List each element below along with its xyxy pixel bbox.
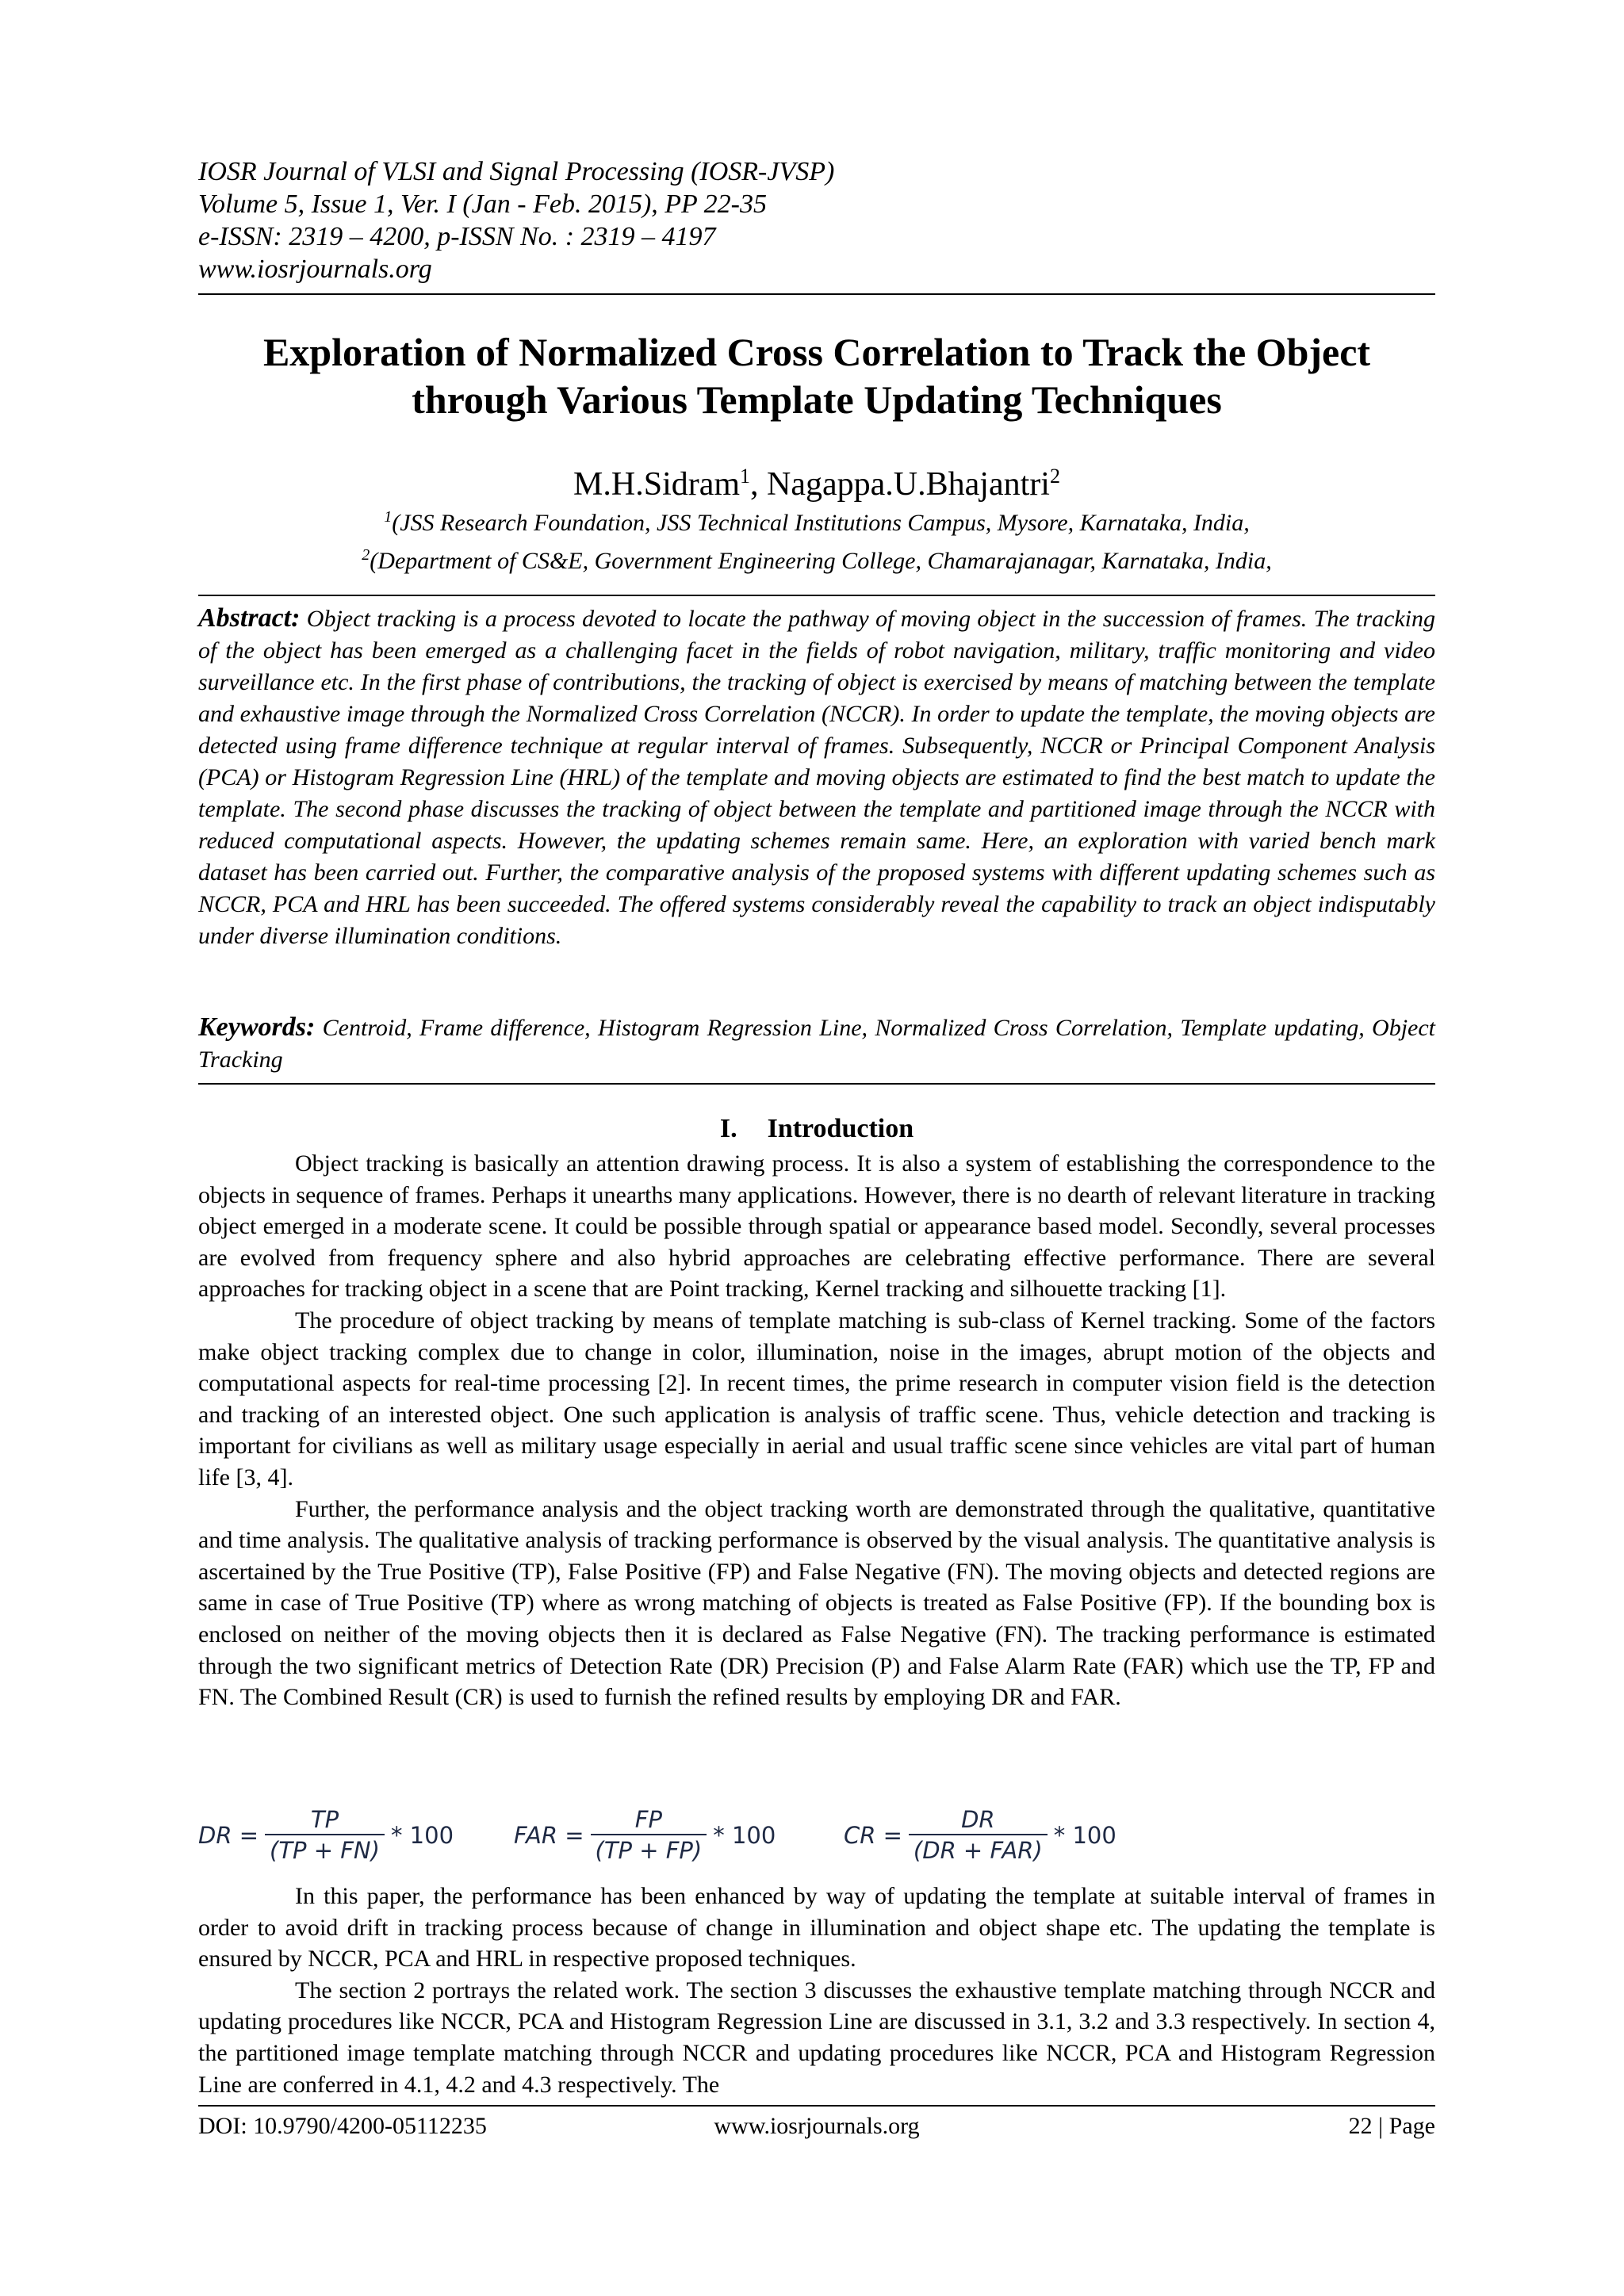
equation-lhs: DR = — [198, 1822, 259, 1849]
footer-website[interactable]: www.iosrjournals.org — [714, 2113, 920, 2139]
title-line-1: Exploration of Normalized Cross Correlation to Track the Object — [262, 330, 1371, 374]
abstract — [198, 603, 1435, 952]
section-heading — [198, 1113, 1435, 1145]
author-2: Nagappa.U.Bhajantri — [767, 466, 1050, 503]
equation-multiplier: * 100 — [1053, 1822, 1116, 1849]
affiliation-1-sup: 1 — [384, 508, 393, 526]
affiliation-2-text: (Department of CS&E, Government Engineering College, Chamarajanagar, Karnataka, India, — [370, 548, 1272, 574]
journal-website[interactable]: www.iosrjournals.org — [198, 254, 432, 284]
affiliation-1-text: (JSS Research Foundation, JSS Technical Institutions Campus, Mysore, Karnataka, India, — [392, 510, 1250, 536]
author-list — [198, 457, 1435, 504]
intro-body — [198, 1148, 1435, 1713]
title-line-2: through Various Template Updating Techniques — [412, 377, 1222, 422]
author-2-sup: 2 — [1049, 465, 1060, 488]
denominator: (TP + FN) — [265, 1834, 385, 1866]
paragraph: The section 2 portrays the related work. The section 3 discusses the exhaustive template matching through NCCR and updating procedures like NCCR, PCA and Histogram Regression Line are discussed in 3.1, 3.2 and 3.3 respectively. In section 4, the partitioned image template matching through NCCR and updating procedures like NCCR, PCA and Histogram Regression Line are conferred in 4.1, 4.2 and 4.3 respectively. The — [198, 1976, 1435, 2098]
journal-header — [198, 155, 1435, 285]
affiliation-2 — [198, 539, 1435, 577]
fraction — [265, 1805, 385, 1866]
keywords-text: Centroid, Frame difference, Histogram Regression Line, Normalized Cross Correlation, Template updating, Object Tracking — [198, 1015, 1435, 1073]
footer-divider — [198, 2105, 1435, 2107]
intro-body-continued — [198, 1881, 1435, 2100]
author-1-sup: 1 — [740, 465, 751, 488]
author-separator: , — [750, 466, 768, 503]
numerator: TP — [310, 1806, 339, 1833]
denominator: (DR + FAR) — [909, 1834, 1048, 1866]
keywords-divider — [198, 1083, 1435, 1085]
journal-name: IOSR Journal of VLSI and Signal Processing (IOSR-JVSP) — [198, 157, 835, 186]
affiliation-1 — [198, 501, 1435, 539]
affiliations — [198, 501, 1435, 577]
keywords — [198, 1012, 1435, 1076]
author-1: M.H.Sidram — [573, 466, 741, 503]
abstract-label: Abstract: — [198, 603, 301, 633]
equation-dr — [198, 1800, 454, 1871]
keywords-label: Keywords: — [198, 1012, 316, 1042]
issn-info: e-ISSN: 2319 – 4200, p-ISSN No. : 2319 – 4197 — [198, 222, 716, 251]
abstract-text: Object tracking is a process devoted to locate the pathway of moving object in the succession of frames. The tracking of the object has been emerged as a challenging facet in the fields of robot navigation, military, traffic monitoring and video surveillance etc. In the first phase of contributions, the tracking of object is exercised by means of matching between the template and exhaustive image through the Normalized Cross Correlation (NCCR). In order to update the template, the moving objects are detected using frame difference technique at regular interval of frames. Subsequently, NCCR or Principal Component Analysis (PCA) or Histogram Regression Line (HRL) of the template and moving objects are estimated to find the best match to update the template. The second phase discusses the tracking of object between the template and partitioned image through the NCCR with reduced computational aspects. However, the updating schemes remain same. Here, an exploration with varied bench mark dataset has been carried out. Further, the comparative analysis of the proposed systems with different updating schemes such as NCCR, PCA and HRL has been succeeded. The offered systems considerably reveal the capability to track an object indisputably under diverse illumination conditions. — [198, 606, 1435, 949]
section-number: I. — [719, 1114, 737, 1143]
numerator: FP — [634, 1806, 662, 1833]
equation-multiplier: * 100 — [713, 1822, 776, 1849]
fraction — [909, 1805, 1048, 1866]
numerator: DR — [961, 1806, 995, 1833]
section-title: Introduction — [767, 1114, 914, 1143]
volume-info: Volume 5, Issue 1, Ver. I (Jan - Feb. 2015), PP 22-35 — [198, 189, 768, 219]
header-divider — [198, 293, 1435, 295]
page-footer — [198, 2109, 1435, 2144]
equation-lhs: FAR = — [514, 1822, 584, 1849]
paragraph: In this paper, the performance has been enhanced by way of updating the template at suitable interval of frames in order to avoid drift in tracking process because of change in illumination and object shape etc. The updating the template is ensured by NCCR, PCA and HRL in respective proposed techniques. — [198, 1883, 1435, 1973]
paragraph: Further, the performance analysis and the object tracking worth are demonstrated through the qualitative, quantitative and time analysis. The qualitative analysis of tracking performance is observed by the visual analysis. The quantitative analysis is ascertained by the True Positive (TP), False Positive (FP) and False Negative (FN). The moving objects and detected regions are same in case of True Positive (TP) where as wrong matching of objects is treated as False Positive (FP). If the bounding box is enclosed on neither of the moving objects then it is declared as False Negative (FN). The tracking performance is estimated through the two significant metrics of Detection Rate (DR) Precision (P) and False Alarm Rate (FAR) which use the TP, FP and FN. The Combined Result (CR) is used to furnish the refined results by employing DR and FAR. — [198, 1495, 1435, 1711]
equation-far — [514, 1800, 776, 1871]
doi: DOI: 10.9790/4200-05112235 — [198, 2113, 487, 2139]
denominator: (TP + FP) — [591, 1834, 707, 1866]
equation-cr — [844, 1800, 1116, 1871]
abstract-divider — [198, 595, 1435, 596]
paper-title — [198, 328, 1435, 423]
fraction — [591, 1805, 707, 1866]
equation-lhs: CR = — [844, 1822, 902, 1849]
paragraph: Object tracking is basically an attention drawing process. It is also a system of establishing the correspondence to the objects in sequence of frames. Perhaps it unearths many applications. However, there is no dearth of relevant literature in tracking object emerged in a moderate scene. It could be possible through spatial or appearance based model. Secondly, several processes are evolved from frequency sphere and also hybrid approaches are celebrating effective performance. There are several approaches for tracking object in a scene that are Point tracking, Kernel tracking and silhouette tracking [1]. — [198, 1150, 1435, 1303]
page-number: 22 | Page — [1348, 2113, 1435, 2139]
affiliation-2-sup: 2 — [362, 546, 370, 564]
paragraph: The procedure of object tracking by means of template matching is sub-class of Kernel tracking. Some of the factors make object tracking complex due to change in color, illumination, noise in the images, abrupt motion of the objects and computational aspects for real-time processing [2]. In recent times, the prime research in computer vision field is the detection and tracking of an interested object. One such application is analysis of traffic scene. Thus, vehicle detection and tracking is important for civilians as well as military usage especially in aerial and usual traffic scene since vehicles are vital part of human life [3, 4]. — [198, 1307, 1435, 1490]
equation-multiplier: * 100 — [390, 1822, 454, 1849]
metric-equations — [198, 1800, 1435, 1871]
